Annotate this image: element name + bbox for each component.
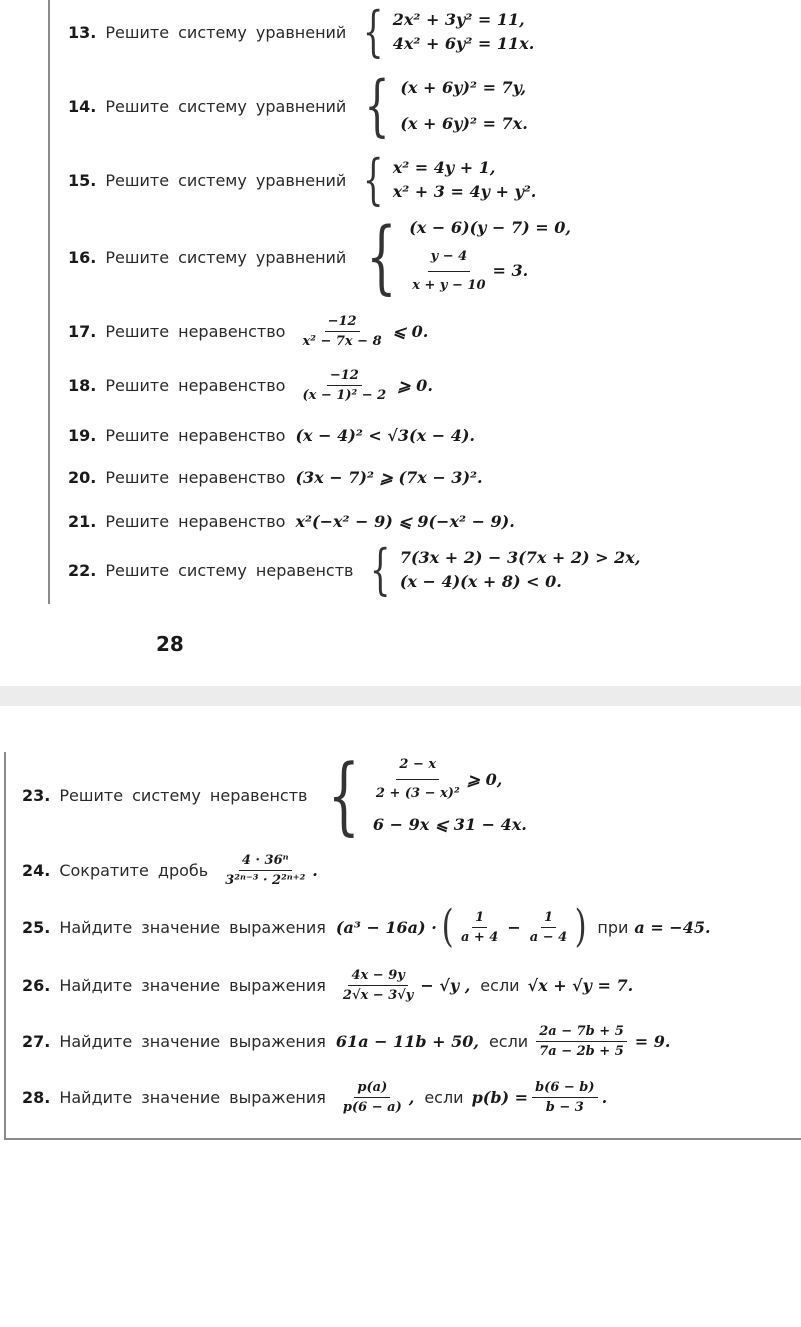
system-brace: { — [328, 746, 361, 844]
fraction-numerator: 1 — [541, 910, 556, 928]
page-number: 28 — [156, 632, 184, 656]
fraction-numerator: 1 — [472, 910, 487, 928]
system-brace: { — [363, 148, 384, 211]
problem-13 — [68, 0, 535, 63]
problem-number: 25. — [22, 917, 51, 937]
fraction-denominator: 2√x − 3√y — [342, 987, 414, 1003]
condition: √x + √y = 7. — [527, 975, 634, 995]
inequality-expression: (x − 4)² < √3(x − 4). — [295, 425, 475, 445]
condition-word: если — [480, 975, 520, 995]
problem-text: Решите систему уравнений — [105, 247, 347, 267]
inequality-line: 6 − 9x ⩽ 31 − 4x. — [372, 814, 527, 834]
left-margin-line — [4, 752, 6, 1140]
condition-word: если — [424, 1087, 464, 1107]
problem-27 — [22, 1018, 670, 1064]
problem-14 — [68, 67, 528, 144]
punctuation: . — [312, 860, 318, 880]
fraction — [373, 753, 463, 806]
problem-number: 15. — [68, 170, 97, 190]
problem-text: Сократите дробь — [59, 860, 209, 880]
fraction — [532, 1080, 597, 1115]
inequality-line — [373, 753, 527, 806]
left-margin-line — [48, 0, 50, 604]
problem-number: 18. — [68, 375, 97, 395]
problem-21 — [68, 506, 515, 536]
punctuation: , — [408, 1087, 415, 1107]
fraction-denominator: 2 + (3 − x)² — [375, 786, 460, 802]
problem-text: Решите систему уравнений — [105, 22, 347, 42]
equation-line: (x + 6y)² = 7y, — [400, 78, 527, 97]
problem-number: 14. — [68, 96, 97, 116]
fraction-numerator: −12 — [325, 314, 360, 332]
fraction — [299, 368, 389, 403]
fraction-denominator: (x − 1)² − 2 — [302, 387, 387, 403]
fraction-numerator: −12 — [327, 368, 362, 386]
fraction-tail: ⩾ 0, — [466, 769, 503, 789]
equation-line: 4x² + 6y² = 11x. — [392, 34, 535, 53]
problem-text: Решите систему уравнений — [105, 170, 347, 190]
minus-sign: − — [507, 917, 521, 937]
problem-number: 13. — [68, 22, 97, 42]
problem-text: Решите неравенство — [105, 375, 286, 395]
problem-number: 27. — [22, 1031, 51, 1051]
problem-number: 16. — [68, 247, 97, 267]
problem-23 — [22, 746, 527, 844]
fraction — [536, 1024, 627, 1059]
inequality-expression: x²(−x² − 9) ⩽ 9(−x² − 9). — [295, 511, 515, 531]
problem-text: Решите систему уравнений — [105, 96, 347, 116]
problem-text: Решите систему неравенств — [105, 560, 354, 580]
condition: a = −45. — [634, 917, 711, 937]
fraction — [340, 968, 416, 1003]
equation-system — [393, 156, 537, 204]
fraction-numerator: 4 · 36ⁿ — [239, 853, 292, 871]
problem-text: Найдите значение выражения — [59, 1087, 326, 1107]
problem-text: Решите неравенство — [105, 425, 286, 445]
page-bottom — [0, 706, 801, 1140]
fraction-denominator: x² − 7x − 8 — [302, 333, 382, 349]
inequality-tail: ⩽ 0. — [392, 321, 429, 341]
problem-28 — [22, 1072, 607, 1122]
equation-system — [393, 8, 535, 56]
fraction-denominator: a + 4 — [460, 929, 499, 945]
problem-number: 19. — [68, 425, 97, 445]
equation-line: (x + 6y)² = 7x. — [400, 114, 528, 133]
equation-line: x² = 4y + 1, — [392, 158, 496, 177]
inequality-line: (x − 4)(x + 8) < 0. — [399, 572, 562, 591]
problem-text: Решите неравенство — [105, 511, 286, 531]
fraction-tail: = 3. — [492, 261, 529, 281]
problem-number: 23. — [22, 785, 51, 805]
problem-15 — [68, 148, 537, 211]
fraction-denominator: b − 3 — [545, 1099, 584, 1115]
fraction-denominator: p(6 − a) — [342, 1099, 402, 1115]
system-brace: { — [364, 67, 390, 144]
fraction-numerator: y − 4 — [428, 245, 471, 272]
fraction-numerator: p(a) — [354, 1080, 390, 1098]
problem-text: Решите систему неравенств — [59, 785, 308, 805]
expression-tail: − √y , — [420, 975, 471, 995]
system-brace: { — [363, 0, 384, 63]
equation-system — [409, 214, 571, 300]
problem-number: 21. — [68, 511, 97, 531]
condition: p(b) = — [471, 1087, 529, 1107]
problem-22 — [68, 538, 641, 601]
problem-17 — [68, 308, 428, 354]
fraction-numerator: 4x − 9y — [348, 968, 407, 986]
problem-number: 17. — [68, 321, 97, 341]
problem-number: 20. — [68, 467, 97, 487]
system-brace: { — [370, 538, 391, 601]
fraction-denominator: 3²ⁿ⁻³ · 2²ⁿ⁺² — [225, 872, 306, 888]
fraction-denominator: a − 4 — [529, 929, 568, 945]
problem-text: Решите неравенство — [105, 467, 286, 487]
fraction-numerator: 2a − 7b + 5 — [536, 1024, 627, 1042]
fraction — [409, 245, 488, 298]
problem-number: 24. — [22, 860, 51, 880]
blank-area — [0, 1140, 801, 1327]
equation-line — [409, 245, 571, 298]
equation-line: (x − 6)(y − 7) = 0, — [409, 218, 571, 238]
left-paren: ( — [441, 901, 454, 952]
expression: (a³ − 16a) · — [335, 917, 437, 937]
equation-system — [400, 70, 527, 142]
problem-19 — [68, 420, 475, 450]
condition-word: при — [597, 917, 629, 937]
inequality-line: 7(3x + 2) − 3(7x + 2) > 2x, — [399, 548, 641, 567]
system-brace: { — [366, 210, 398, 303]
problem-20 — [68, 462, 483, 492]
fraction-numerator: b(6 − b) — [532, 1080, 597, 1098]
fraction — [299, 314, 384, 349]
problem-18 — [68, 362, 433, 408]
problem-number: 28. — [22, 1087, 51, 1107]
equation-line: 2x² + 3y² = 11, — [392, 10, 525, 29]
equation-line: x² + 3 = 4y + y². — [392, 182, 537, 201]
expression: 61a − 11b + 50, — [335, 1031, 479, 1051]
inequality-system — [400, 546, 641, 594]
fraction — [222, 853, 308, 888]
problem-number: 22. — [68, 560, 97, 580]
inequality-tail: ⩾ 0. — [397, 375, 433, 395]
fraction — [458, 910, 501, 945]
inequality-expression: (3x − 7)² ⩾ (7x − 3)². — [295, 467, 483, 487]
problem-text: Найдите значение выражения — [59, 1031, 326, 1051]
problem-text: Решите неравенство — [105, 321, 286, 341]
fraction — [527, 910, 570, 945]
problem-24 — [22, 848, 318, 892]
punctuation: . — [601, 1087, 608, 1107]
inequality-system — [373, 750, 527, 840]
problem-text: Найдите значение выражения — [59, 917, 326, 937]
fraction — [340, 1080, 405, 1115]
problem-number: 26. — [22, 975, 51, 995]
problem-25 — [22, 901, 711, 952]
problem-26 — [22, 960, 633, 1010]
fraction-denominator: x + y − 10 — [412, 277, 486, 293]
fraction-numerator: 2 − x — [396, 753, 439, 780]
problem-text: Найдите значение выражения — [59, 975, 326, 995]
problem-16 — [68, 210, 571, 303]
condition-tail: = 9. — [634, 1031, 671, 1051]
condition-word: если — [488, 1031, 529, 1051]
fraction-denominator: 7a − 2b + 5 — [539, 1043, 624, 1059]
right-paren: ) — [574, 901, 587, 952]
page-gap — [0, 686, 801, 706]
